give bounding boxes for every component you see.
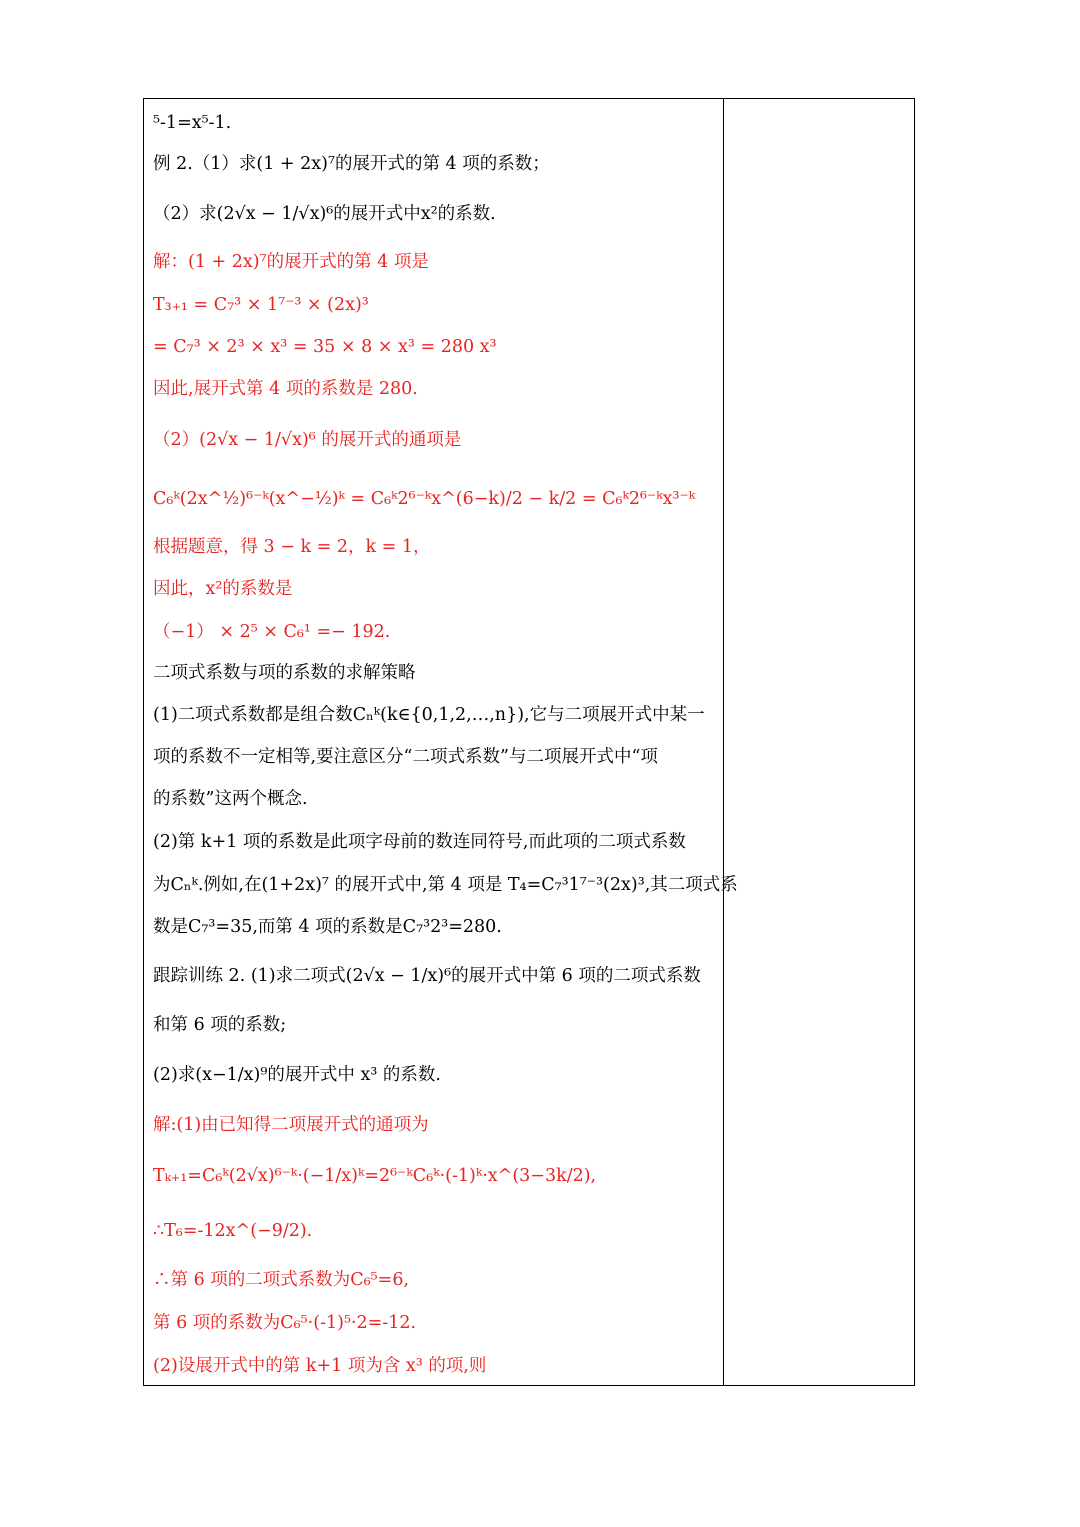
text-line: 的系数”这两个概念. bbox=[153, 789, 308, 809]
text-line: 数是C₇³=35,而第 4 项的系数是C₇³2³=280. bbox=[153, 917, 502, 937]
text-line: (2)求(x−1/x)⁹的展开式中 x³ 的系数. bbox=[153, 1065, 441, 1085]
answer-line: (2)设展开式中的第 k+1 项为含 x³ 的项,则 bbox=[153, 1356, 487, 1376]
answer-line: 解:(1)由已知得二项展开式的通项为 bbox=[153, 1115, 429, 1135]
answer-line: 因此，x²的系数是 bbox=[153, 579, 293, 599]
text-line: 项的系数不一定相等,要注意区分“二项式系数”与二项展开式中“项 bbox=[153, 747, 658, 767]
answer-line: Tₖ₊₁=C₆ᵏ(2√x)⁶⁻ᵏ·(−1/x)ᵏ=2⁶⁻ᵏC₆ᵏ·(-1)ᵏ·x^(3−3k/2), bbox=[153, 1166, 597, 1186]
text-line: 跟踪训练 2. (1)求二项式(2√x − 1/x)⁶的展开式中第 6 项的二项式系数 bbox=[153, 966, 701, 986]
answer-line: （−1） × 2⁵ × C₆¹ =− 192. bbox=[153, 622, 391, 642]
answer-line: C₆ᵏ(2x^½)⁶⁻ᵏ(x^−½)ᵏ = C₆ᵏ2⁶⁻ᵏx^(6−k)/2 − k/2 = C₆ᵏ2⁶⁻ᵏx³⁻ᵏ bbox=[153, 489, 696, 509]
text-line: （2）求(2√x − 1/√x)⁶的展开式中x²的系数. bbox=[153, 204, 496, 224]
text-line: (2)第 k+1 项的系数是此项字母前的数连同符号,而此项的二项式系数 bbox=[153, 832, 686, 852]
answer-line: （2）(2√x − 1/√x)⁶ 的展开式的通项是 bbox=[153, 430, 462, 450]
answer-line: 因此,展开式第 4 项的系数是 280. bbox=[153, 379, 418, 399]
text-line: ⁵-1=x⁵-1. bbox=[153, 113, 232, 133]
answer-line: = C₇³ × 2³ × x³ = 35 × 8 × x³ = 280 x³ bbox=[153, 337, 497, 357]
column-divider bbox=[723, 98, 724, 1386]
answer-line: 第 6 项的系数为C₆⁵·(-1)⁵·2=-12. bbox=[153, 1313, 417, 1333]
answer-line: 解：(1 + 2x)⁷的展开式的第 4 项是 bbox=[153, 252, 429, 272]
answer-line: 根据题意，得 3 − k = 2，k = 1， bbox=[153, 537, 431, 557]
text-line: 二项式系数与项的系数的求解策略 bbox=[153, 663, 416, 683]
text-line: 为Cₙᵏ.例如,在(1+2x)⁷ 的展开式中,第 4 项是 T₄=C₇³1⁷⁻³(2x)³,其二项式系 bbox=[153, 875, 738, 895]
text-line: 和第 6 项的系数; bbox=[153, 1015, 287, 1035]
text-line: 例 2.（1）求(1 + 2x)⁷的展开式的第 4 项的系数； bbox=[153, 154, 550, 174]
answer-line: ∴T₆=-12x^(−9/2). bbox=[153, 1221, 313, 1241]
text-line: (1)二项式系数都是组合数Cₙᵏ(k∈{0,1,2,…,n}),它与二项展开式中某一 bbox=[153, 705, 705, 725]
table-frame bbox=[143, 98, 915, 1386]
answer-line: T₃₊₁ = C₇³ × 1⁷⁻³ × (2x)³ bbox=[153, 295, 369, 315]
answer-line: ∴第 6 项的二项式系数为C₆⁵=6, bbox=[153, 1270, 410, 1290]
